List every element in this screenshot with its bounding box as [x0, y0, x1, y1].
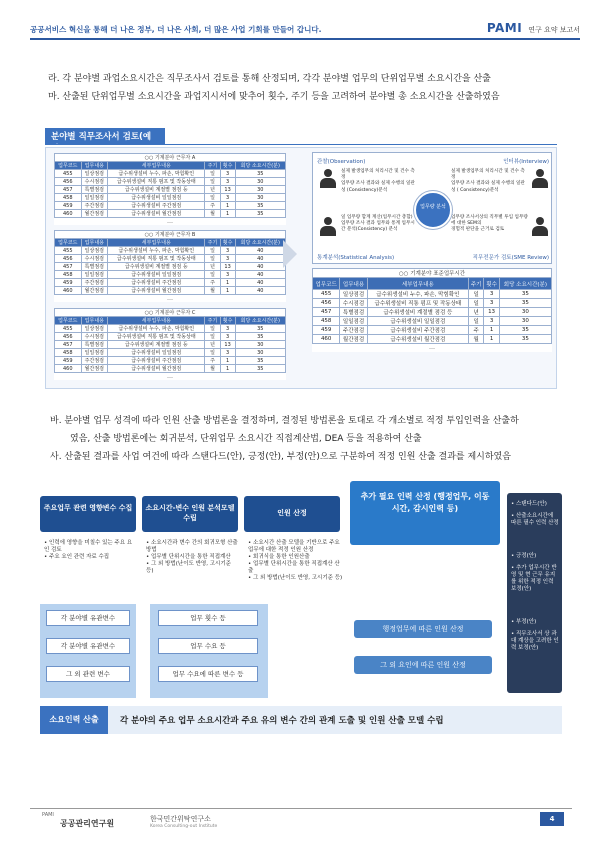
collect-item: • 인력에 영향을 미칠수 있는 주요 요인 검토	[44, 540, 134, 554]
variable-box: 그 외 관련 변수	[46, 666, 130, 682]
table-cell: 년	[205, 263, 220, 271]
table-cell: 급수위생설비 직통 펌프 및 작동상태	[367, 299, 468, 308]
table-row	[313, 299, 552, 308]
table-header: 업무내용	[81, 162, 108, 170]
table-cell: 457	[55, 186, 82, 194]
table-cell: 월간점검	[81, 365, 108, 373]
table-row	[55, 287, 286, 295]
table-header: 회당 소요시간(분)	[235, 317, 285, 325]
table-header: 주기	[205, 239, 220, 247]
table-cell: 40	[235, 255, 285, 263]
table-cell: 457	[55, 341, 82, 349]
table-caption: ○○ 기계분야 근무자 B	[55, 231, 286, 239]
table-cell: 일	[468, 317, 483, 326]
demand-box: 업무 수요 등	[158, 638, 258, 654]
table-cell: 주	[205, 202, 220, 210]
table-cell: 수시점검	[81, 178, 108, 186]
table-header: 회당 소요시간(분)	[499, 278, 551, 290]
table-cell: 459	[55, 279, 82, 287]
collect-item: • 주요 요인 관련 자료 수집	[44, 554, 134, 561]
table-cell: 주간점검	[81, 357, 108, 365]
ellipsis: …	[429, 344, 435, 352]
table-cell: 13	[484, 308, 499, 317]
table-row	[55, 255, 286, 263]
table-cell: 460	[55, 365, 82, 373]
flow-step-model: 소요시간-변수 인원 분석모델 수립	[142, 496, 238, 532]
table-cell: 1	[484, 326, 499, 335]
table-cell: 35	[235, 210, 285, 218]
table-cell: 주간점검	[81, 279, 108, 287]
table-cell: 일상점검	[81, 325, 108, 333]
table-row	[55, 202, 286, 210]
table-cell: 40	[235, 287, 285, 295]
interview-item: 업무량 조사 결과와 실제 수행의 일관성 ( Consistency)분석	[451, 181, 525, 193]
table-cell: 급수위생설비 월간점검	[108, 287, 205, 295]
footer-divider	[30, 808, 572, 809]
table-cell: 458	[55, 194, 82, 202]
table-cell: 급수위생설비 계절별 점검 등	[108, 263, 205, 271]
scenario-negative: • 부정(안)	[511, 619, 537, 625]
table-cell: 특별점검	[81, 186, 108, 194]
table-row	[55, 357, 286, 365]
header-report: 연구 요약 보고서	[528, 26, 580, 34]
table-cell: 456	[55, 333, 82, 341]
sme-label: 직무전문가 검토(SME Review)	[472, 255, 549, 261]
table-header: 주기	[205, 317, 220, 325]
table-cell: 월간점검	[81, 287, 108, 295]
expert-person-icon	[531, 217, 549, 237]
table-cell: 주	[205, 357, 220, 365]
table-row	[313, 290, 552, 299]
table-row	[55, 325, 286, 333]
table-header: 세부업무내용	[367, 278, 468, 290]
table-row	[55, 341, 286, 349]
table-cell: 458	[55, 349, 82, 357]
sme-item: 업무량 조사서상의 직무별 투입 업무량에 대한 SEM의	[451, 215, 528, 227]
header-brand: PAMI	[486, 21, 523, 35]
table-cell: 주간점검	[81, 202, 108, 210]
table-cell: 460	[313, 335, 340, 344]
table-cell: 수시점검	[81, 333, 108, 341]
flow-step-additional: 추가 필요 인력 산정 (행정업무, 이동시간, 감시인력 등)	[350, 481, 500, 545]
interview-label: 인터뷰(Interview)	[503, 159, 549, 165]
table-cell: 월	[468, 335, 483, 344]
summary-label: 소요인력 산출	[40, 706, 108, 734]
ellipsis: …	[167, 218, 173, 225]
paragraph-ba-cont: 였음, 산출 방법론에는 회귀분석, 단위업무 소요시간 직접계산법, DEA 등을 적용하여 산출	[70, 434, 422, 444]
quadrant-sme-review	[433, 209, 551, 263]
table-cell: 급수위생설비 일일점검	[108, 349, 205, 357]
header-right	[487, 21, 580, 35]
table-row	[55, 333, 286, 341]
table-cell: 30	[235, 186, 285, 194]
table-cell: 455	[55, 325, 82, 333]
table-cell: 급수위생설비 주간점검	[367, 326, 468, 335]
variable-box: 각 분야별 유관변수	[46, 638, 130, 654]
table-header: 회당 소요시간(분)	[235, 162, 285, 170]
table-cell: 급수위생설비 직통 펌프 및 작동상태	[108, 333, 205, 341]
table-cell: 30	[235, 194, 285, 202]
table-row	[55, 210, 286, 218]
table-cell: 주	[468, 326, 483, 335]
table-cell: 30	[235, 349, 285, 357]
table-cell: 급수위생설비 계절별 점검 등	[367, 308, 468, 317]
chart-person-icon	[319, 217, 337, 237]
table-row	[55, 247, 286, 255]
table-cell: 459	[55, 202, 82, 210]
table-row	[55, 186, 286, 194]
table-cell: 35	[499, 335, 551, 344]
table-cell: 40	[235, 263, 285, 271]
paragraph-ba: 바. 분야별 업무 성격에 따라 인원 산출 방법론을 결정하며, 결정된 방법론을 토대로 각 개소별로 적정 투입인력을 산출하	[50, 416, 519, 426]
table-cell: 급수위생설비 주간점검	[108, 279, 205, 287]
kci-logo: 한국민간위탁연구소	[150, 815, 211, 823]
table-cell: 457	[313, 308, 340, 317]
worker-table	[54, 230, 286, 302]
table-cell: 급수위생설비 누수, 파손, 막힘확인	[367, 290, 468, 299]
interview-item: 실제 발생업무의 처리시간 및 건수 측정	[451, 169, 525, 181]
model-items	[146, 540, 238, 575]
observation-item: 실제 발생업무의 처리시간 및 건수 측정	[341, 169, 415, 181]
scenario-standard-desc: • 산출소요시간에 따른 필수 인력 산정	[511, 513, 559, 526]
table-cell: 급수위생설비 월간점검	[108, 210, 205, 218]
table-cell: 년	[205, 341, 220, 349]
model-item: • 소요시간과 변수 간의 회귀모형 산출방법	[146, 540, 238, 554]
ellipsis: …	[167, 295, 173, 302]
model-item: • 업무별 단위시간을 통한 직접계산	[146, 554, 238, 561]
pami-logo-brand: PAMI	[42, 812, 54, 818]
table-row	[55, 263, 286, 271]
table-cell: 3	[220, 255, 235, 263]
table-cell: 일일점검	[340, 317, 367, 326]
table-cell: 월	[205, 365, 220, 373]
other-headcount-box: 그 외 요인에 따른 인원 산정	[354, 656, 492, 674]
table-cell: 457	[55, 263, 82, 271]
table-cell: 40	[235, 247, 285, 255]
table-cell: 30	[499, 317, 551, 326]
table-cell: 일	[205, 178, 220, 186]
headcount-items	[248, 540, 344, 582]
table-cell: 급수위생설비 누수, 파손, 막힘확인	[108, 170, 205, 178]
table-header: 세부업무내용	[108, 317, 205, 325]
table-cell: 460	[55, 287, 82, 295]
table-cell: 1	[220, 357, 235, 365]
table-cell: 455	[55, 247, 82, 255]
table-row	[313, 317, 552, 326]
table-cell: 3	[484, 317, 499, 326]
demand-box: 업무 수요에 따른 변수 등	[158, 666, 258, 682]
person-icon	[531, 169, 549, 189]
table-cell: 3	[484, 299, 499, 308]
table-cell: 수시점검	[81, 255, 108, 263]
table-cell: 456	[55, 178, 82, 186]
observation-item: 업무량 조사 결과와 실제 수행의 일관성 (Consistency)분석	[341, 181, 415, 193]
person-icon	[319, 169, 337, 189]
table-header: 세부업무내용	[108, 162, 205, 170]
table-cell: 월간점검	[340, 335, 367, 344]
workload-analysis-diagram	[312, 152, 552, 264]
table-row	[55, 271, 286, 279]
table-cell: 459	[55, 357, 82, 365]
table-cell: 일	[205, 325, 220, 333]
table-cell: 1	[220, 365, 235, 373]
sme-item: 경험적 판단을 근거로 검토	[451, 227, 505, 233]
worker-table	[54, 308, 286, 380]
table-cell: 일	[205, 349, 220, 357]
table-cell: 1	[220, 210, 235, 218]
table-cell: 30	[499, 308, 551, 317]
table-cell: 일	[205, 170, 220, 178]
table-cell: 35	[235, 170, 285, 178]
table-cell: 3	[220, 170, 235, 178]
table-header: 주기	[468, 278, 483, 290]
table-cell: 455	[55, 170, 82, 178]
page-number: 4	[540, 812, 564, 826]
workload-analysis-hub: 업무량 분석	[414, 191, 452, 229]
table-cell: 35	[499, 299, 551, 308]
header-tagline: 공공서비스 혁신을 통해 더 나은 정부, 더 나은 사회, 더 많은 사업 기회를 만들어 갑니다.	[30, 25, 322, 34]
table-cell: 주	[205, 279, 220, 287]
table-cell: 급수위생설비 월간점검	[367, 335, 468, 344]
table-cell: 3	[220, 194, 235, 202]
statistical-item: 업무량 조사 결과 업무와 통계 업무시간 분석(Consistency) 분석	[341, 221, 415, 233]
table-cell: 급수위생설비 직통 펌프 및 작동상태	[108, 255, 205, 263]
table-caption: ○○ 기계분야 근무자 A	[55, 154, 286, 162]
table-cell: 1	[484, 335, 499, 344]
model-item: • 그 외 방법(난이도 반영, 고시기준 등)	[146, 561, 238, 575]
table-cell: 3	[220, 325, 235, 333]
table-row	[55, 279, 286, 287]
observation-label: 관찰(Observation)	[317, 159, 366, 165]
table-cell: 일	[205, 255, 220, 263]
collect-items	[44, 540, 134, 561]
flow-step-headcount: 인원 산정	[244, 496, 340, 532]
admin-headcount-box: 행정업무에 따른 인원 산정	[354, 620, 492, 638]
table-header: 세부업무내용	[108, 239, 205, 247]
table-cell: 3	[220, 333, 235, 341]
table-cell: 3	[484, 290, 499, 299]
table-cell: 월	[205, 210, 220, 218]
table-cell: 급수위생설비 일일점검	[108, 194, 205, 202]
scenario-panel	[507, 493, 562, 693]
table-cell: 35	[235, 202, 285, 210]
table-cell: 1	[220, 202, 235, 210]
table-cell: 35	[499, 326, 551, 335]
table-cell: 급수위생설비 직통 펌프 및 작동상태	[108, 178, 205, 186]
paragraph-ra: 라. 각 분야별 과업소요시간은 직무조사서 검토를 통해 산정되며, 각각 분야별 업무의 단위업무별 소요시간을 산출	[48, 74, 491, 84]
summary-text: 각 분야의 주요 업무 소요시간과 주요 유의 변수 간의 관계 도출 및 인원 산출 모델 수립	[120, 716, 444, 726]
table-cell: 일상점검	[81, 247, 108, 255]
table-header: 주기	[205, 162, 220, 170]
table-row	[313, 308, 552, 317]
headcount-item: • 그 외 방법(난이도 반영, 고시기준 등)	[248, 575, 344, 582]
table-cell: 455	[313, 290, 340, 299]
table-row	[313, 326, 552, 335]
table-header: 업무코드	[313, 278, 340, 290]
table-cell: 13	[220, 263, 235, 271]
table-cell: 460	[55, 210, 82, 218]
headcount-item: • 회귀식을 통한 인원산출	[248, 554, 344, 561]
flow-step-collect: 주요업무 관련 영향변수 수집	[40, 496, 136, 532]
table-cell: 30	[235, 341, 285, 349]
table-cell: 1	[220, 279, 235, 287]
worker-table	[54, 153, 286, 225]
table-cell: 3	[220, 247, 235, 255]
table-cell: 35	[235, 357, 285, 365]
table-row	[313, 335, 552, 344]
table-cell: 일	[468, 299, 483, 308]
table-cell: 13	[220, 186, 235, 194]
summary-bar	[40, 706, 562, 734]
section-title: 분야별 직무조사서 검토(예	[45, 128, 165, 144]
statistical-label: 통계분석(Statistical Analysis)	[317, 255, 395, 261]
table-cell: 35	[499, 290, 551, 299]
table-cell: 40	[235, 271, 285, 279]
pami-logo: 공공관리연구원	[60, 819, 115, 828]
table-cell: 3	[220, 349, 235, 357]
quadrant-interview	[433, 155, 551, 209]
table-cell: 수시점검	[340, 299, 367, 308]
demand-group	[150, 604, 268, 698]
table-cell: 특별점검	[81, 263, 108, 271]
paragraph-ma: 마. 산출된 단위업무별 소요시간을 과업지시서에 맞추어 횟수, 주기 등을 고려하여 분야별 총 소요시간을 산출하였음	[48, 92, 500, 102]
scenario-standard: • 스탠다드(안)	[511, 501, 547, 507]
table-cell: 35	[235, 333, 285, 341]
table-cell: 일	[205, 194, 220, 202]
table-cell: 급수위생설비 월간점검	[108, 365, 205, 373]
table-cell: 급수위생설비 주간점검	[108, 202, 205, 210]
table-header: 업무코드	[55, 239, 82, 247]
table-cell: 3	[220, 178, 235, 186]
kci-logo-en: Korea Consulting-out Institute	[150, 824, 218, 829]
table-cell: 일상점검	[340, 290, 367, 299]
page-header	[30, 20, 580, 40]
table-cell: 35	[235, 365, 285, 373]
headcount-item: • 소요시간 산출 모델을 기반으로 주요업무에 대한 적정 인원 산정	[248, 540, 344, 554]
table-cell: 459	[313, 326, 340, 335]
table-caption: ○○ 기계분야 표준업무시간	[313, 269, 552, 278]
table-header: 횟수	[220, 162, 235, 170]
table-header: 횟수	[220, 317, 235, 325]
paragraph-sa: 사. 산출된 결과를 사업 여건에 따라 스탠다드(안), 긍정(안), 부정(안)으로 구분하여 적정 인원 산출 결과를 제시하였음	[50, 452, 511, 462]
table-cell: 년	[468, 308, 483, 317]
standard-time-table	[312, 268, 552, 352]
table-cell: 458	[313, 317, 340, 326]
table-cell: 급수위생설비 누수, 파손, 막힘확인	[108, 247, 205, 255]
table-cell: 특별점검	[81, 341, 108, 349]
table-cell: 급수위생설비 일일점검	[108, 271, 205, 279]
table-row	[55, 349, 286, 357]
table-cell: 3	[220, 271, 235, 279]
scenario-negative-desc: • 직무조사서 상 과대 계상을 고려한 인력 보정(안)	[511, 631, 559, 651]
table-cell: 458	[55, 271, 82, 279]
table-cell: 35	[235, 325, 285, 333]
table-cell: 일일점검	[81, 194, 108, 202]
table-cell: 월	[205, 287, 220, 295]
table-row	[55, 178, 286, 186]
table-cell: 급수위생설비 계절별 점검 등	[108, 186, 205, 194]
table-cell: 주간점검	[340, 326, 367, 335]
headcount-item: • 업무별 단위시간을 통한 직접계산 산출	[248, 561, 344, 575]
table-cell: 급수위생설비 계절별 점검 등	[108, 341, 205, 349]
table-cell: 급수위생설비 누수, 파손, 막힘확인	[108, 325, 205, 333]
table-cell: 년	[205, 186, 220, 194]
table-cell: 456	[313, 299, 340, 308]
table-cell: 일일점검	[81, 349, 108, 357]
table-cell: 일상점검	[81, 170, 108, 178]
demand-box: 업무 횟수 등	[158, 610, 258, 626]
table-cell: 30	[235, 178, 285, 186]
statistical-item: 일 업무량 합계 계산(업무시간 총합)	[341, 215, 413, 220]
table-header: 업무내용	[81, 317, 108, 325]
table-header: 업무내용	[81, 239, 108, 247]
right-arrow-icon	[283, 240, 297, 268]
table-cell: 13	[220, 341, 235, 349]
table-cell: 1	[220, 287, 235, 295]
table-row	[55, 170, 286, 178]
scenario-positive: • 긍정(안)	[511, 553, 537, 559]
table-header: 업무코드	[55, 162, 82, 170]
table-cell: 월간점검	[81, 210, 108, 218]
table-cell: 특별점검	[340, 308, 367, 317]
variable-group	[40, 604, 136, 698]
table-header: 횟수	[484, 278, 499, 290]
table-header: 횟수	[220, 239, 235, 247]
table-cell: 급수위생설비 주간점검	[108, 357, 205, 365]
table-cell: 일	[468, 290, 483, 299]
table-cell: 일일점검	[81, 271, 108, 279]
section-divider	[45, 144, 557, 145]
table-row	[55, 365, 286, 373]
table-header: 업무내용	[340, 278, 367, 290]
table-caption: ○○ 기계분야 근무자 C	[55, 309, 286, 317]
scenario-positive-desc: • 추가 업무시간 반영 및 현 근무 유지를 위한 적정 인력 보정(안)	[511, 565, 557, 592]
table-cell: 일	[205, 271, 220, 279]
table-cell: 일	[205, 333, 220, 341]
table-header: 회당 소요시간(분)	[235, 239, 285, 247]
table-cell: 급수위생설비 일일점검	[367, 317, 468, 326]
ellipsis: …	[167, 373, 173, 380]
table-cell: 일	[205, 247, 220, 255]
variable-box: 각 분야별 유관변수	[46, 610, 130, 626]
table-row	[55, 194, 286, 202]
table-cell: 40	[235, 279, 285, 287]
table-header: 업무코드	[55, 317, 82, 325]
table-cell: 456	[55, 255, 82, 263]
